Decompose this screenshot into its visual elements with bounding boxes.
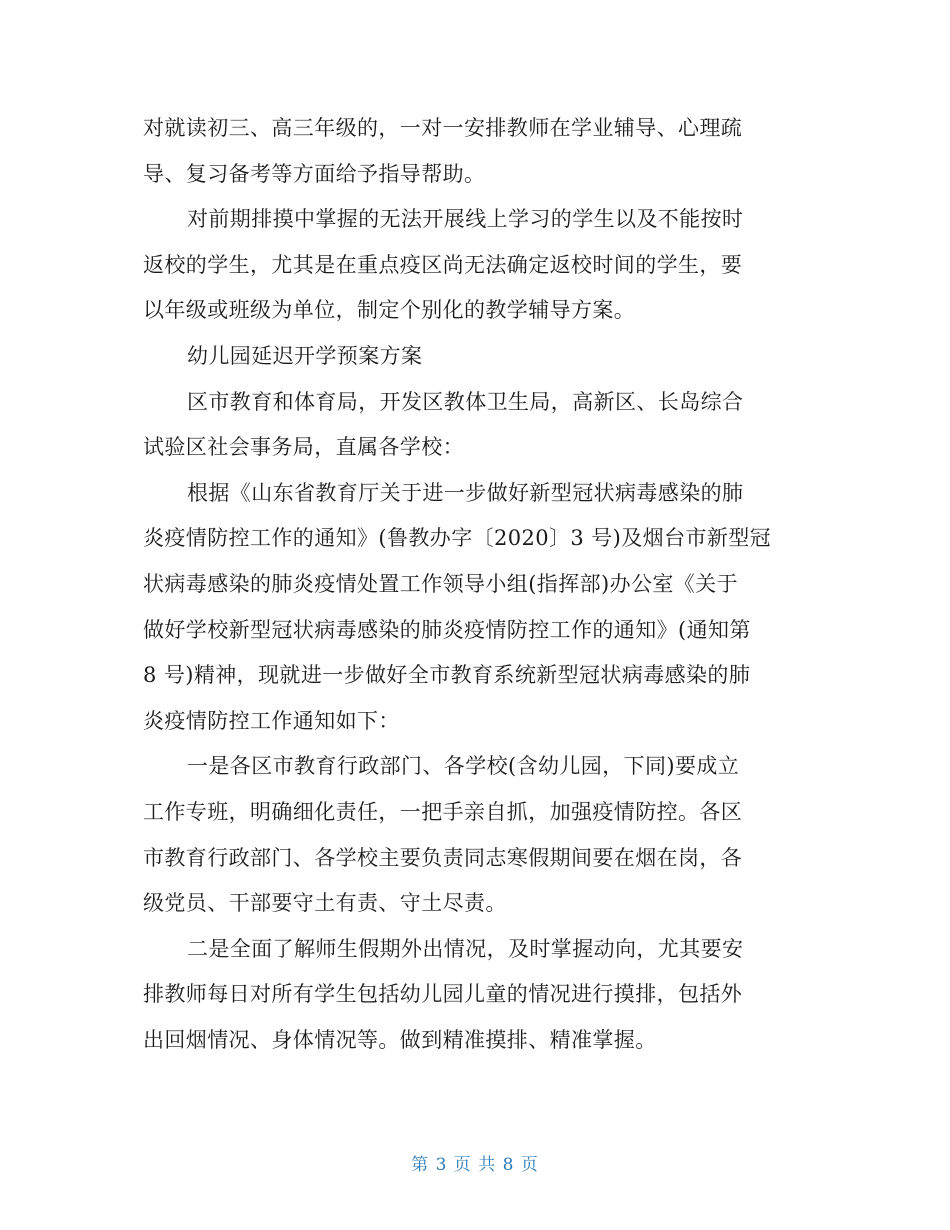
- page-number: 第 3 页 共 8 页: [411, 1155, 539, 1175]
- text-line: 状病毒感染的肺炎疫情处置工作领导小组(指挥部)办公室《关于: [143, 571, 738, 596]
- document-body: [143, 106, 811, 1063]
- text-line: 炎疫情防控工作的通知》(鲁教办字〔2020〕3 号)及烟台市新型冠: [143, 526, 772, 551]
- text-line: 对就读初三、高三年级的，一对一安排教师在学业辅导、心理疏: [143, 116, 743, 140]
- section-heading: 幼儿园延迟开学预案方案: [187, 343, 423, 368]
- text-line: 试验区社会事务局，直属各学校：: [143, 435, 464, 460]
- text-line: 工作专班，明确细化责任，一把手亲自抓，加强疫情防控。各区: [143, 799, 743, 824]
- text-line: 导、复习备考等方面给予指导帮助。: [143, 161, 486, 186]
- text-line: 出回烟情况、身体情况等。做到精准摸排、精准掌握。: [143, 1027, 657, 1052]
- text-line: 根据《山东省教育厅关于进一步做好新型冠状病毒感染的肺: [187, 480, 744, 505]
- text-line: 做好学校新型冠状病毒感染的肺炎疫情防控工作的通知》(通知第: [143, 617, 751, 642]
- text-line: 一是各区市教育行政部门、各学校(含幼儿园，下同)要成立: [187, 754, 740, 779]
- text-line: 市教育行政部门、各学校主要负责同志寒假期间要在烟在岗，各: [143, 845, 743, 870]
- text-line: 区市教育和体育局，开发区教体卫生局，高新区、长岛综合: [187, 389, 744, 414]
- text-line: 对前期排摸中掌握的无法开展线上学习的学生以及不能按时: [187, 207, 744, 232]
- text-line: 返校的学生，尤其是在重点疫区尚无法确定返校时间的学生，要: [143, 252, 743, 277]
- text-line: 排教师每日对所有学生包括幼儿园儿童的情况进行摸排，包括外: [143, 982, 743, 1007]
- text-line: 级党员、干部要守土有责、守土尽责。: [143, 891, 507, 916]
- text-line: 二是全面了解师生假期外出情况，及时掌握动向，尤其要安: [187, 936, 744, 961]
- text-line: 8 号)精神，现就进一步做好全市教育系统新型冠状病毒感染的肺: [143, 663, 751, 688]
- text-line: 以年级或班级为单位，制定个别化的教学辅导方案。: [143, 298, 636, 323]
- text-line: 炎疫情防控工作通知如下：: [143, 708, 400, 733]
